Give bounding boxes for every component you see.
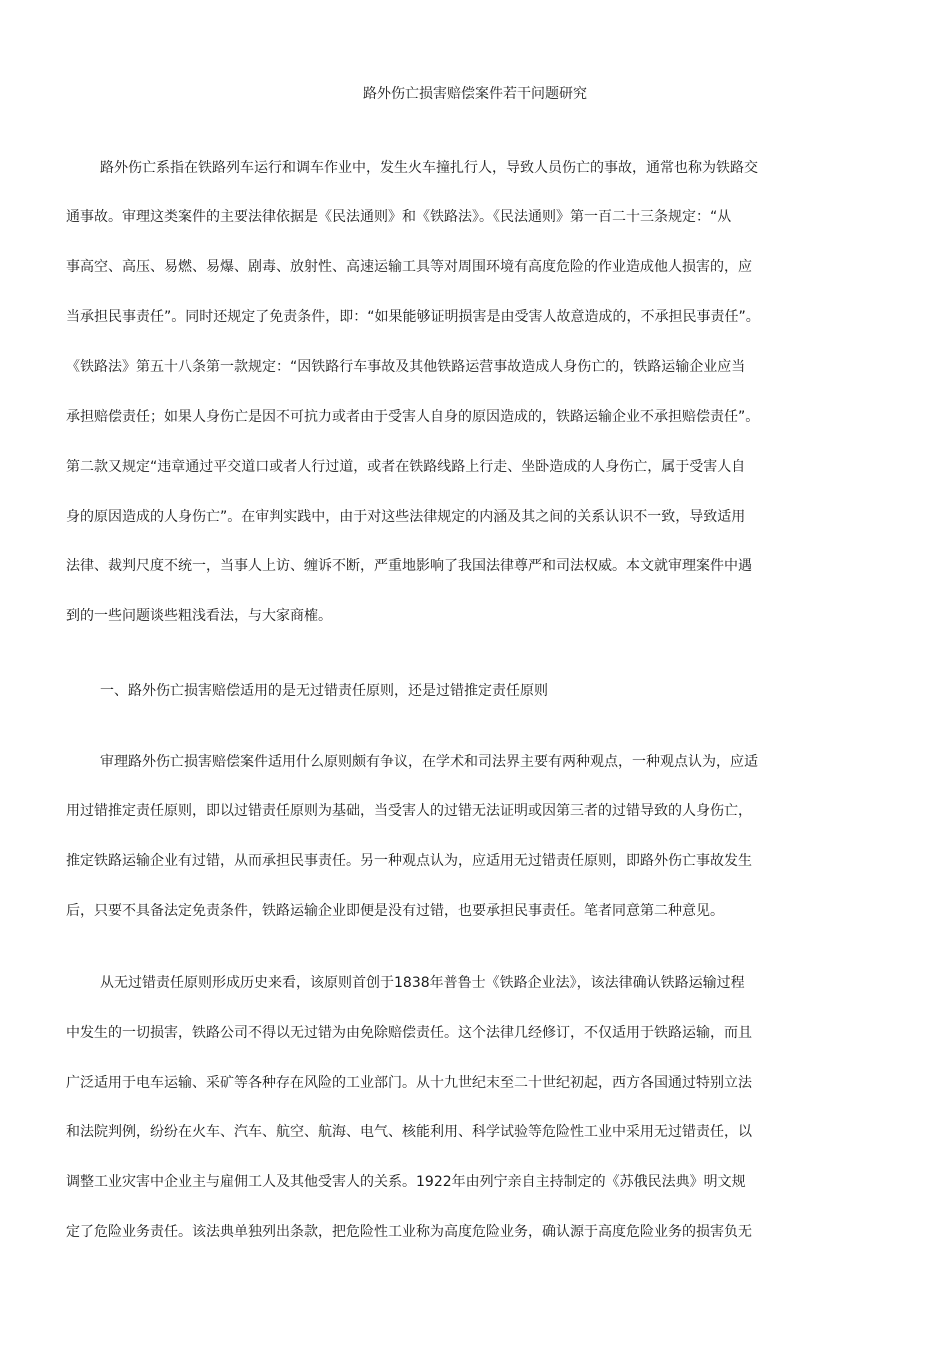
text-line: 路外伤亡系指在铁路列车运行和调车作业中，发生火车撞扎行人，导致人员伤亡的事故，通常也称为铁路交 xyxy=(100,160,758,176)
text-line: 用过错推定责任原则，即以过错责任原则为基础，当受害人的过错无法证明或因第三者的过错导致的人身伤亡， xyxy=(66,803,752,819)
text-line: 中发生的一切损害，铁路公司不得以无过错为由免除赔偿责任。这个法律几经修订，不仅适用于铁路运输，而且 xyxy=(66,1025,752,1041)
text-line: 通事故。审理这类案件的主要法律依据是《民法通则》和《铁路法》。《民法通则》第一百二十三条规定：“从 xyxy=(66,209,732,225)
text-line: 当承担民事责任”。同时还规定了免责条件，即：“如果能够证明损害是由受害人故意造成的，不承担民事责任”。 xyxy=(66,309,760,325)
document-title: 路外伤亡损害赔偿案件若干问题研究 xyxy=(363,86,587,102)
text-line: 《铁路法》第五十八条第一款规定：“因铁路行车事故及其他铁路运营事故造成人身伤亡的，铁路运输企业应当 xyxy=(66,359,746,375)
text-line: 法律、裁判尺度不统一，当事人上访、缠诉不断，严重地影响了我国法律尊严和司法权威。本文就审理案件中遇 xyxy=(66,558,752,574)
text-line: 广泛适用于电车运输、采矿等各种存在风险的工业部门。从十九世纪末至二十世纪初起，西方各国通过特别立法 xyxy=(66,1075,752,1091)
text-line: 定了危险业务责任。该法典单独列出条款，把危险性工业称为高度危险业务，确认源于高度危险业务的损害负无 xyxy=(66,1224,752,1240)
text-line: 调整工业灾害中企业主与雇佣工人及其他受害人的关系。1922年由列宁亲自主持制定的《苏俄民法典》明文规 xyxy=(66,1174,746,1190)
text-line: 承担赔偿责任；如果人身伤亡是因不可抗力或者由于受害人自身的原因造成的，铁路运输企业不承担赔偿责任”。 xyxy=(66,409,760,425)
text-line: 第二款又规定“违章通过平交道口或者人行过道，或者在铁路线路上行走、坐卧造成的人身伤亡，属于受害人自 xyxy=(66,459,746,475)
text-line: 到的一些问题谈些粗浅看法，与大家商榷。 xyxy=(66,608,332,624)
text-line: 后，只要不具备法定免责条件，铁路运输企业即便是没有过错，也要承担民事责任。笔者同意第二种意见。 xyxy=(66,903,724,919)
text-line: 事高空、高压、易燃、易爆、剧毒、放射性、高速运输工具等对周围环境有高度危险的作业造成他人损害的，应 xyxy=(66,259,752,275)
section-heading: 一、路外伤亡损害赔偿适用的是无过错责任原则，还是过错推定责任原则 xyxy=(100,683,548,699)
text-line: 身的原因造成的人身伤亡”。在审判实践中，由于对这些法律规定的内涵及其之间的关系认识不一致，导致适用 xyxy=(66,509,746,525)
text-line: 从无过错责任原则形成历史来看，该原则首创于1838年普鲁士《铁路企业法》，该法律确认铁路运输过程 xyxy=(100,975,745,991)
text-line: 审理路外伤亡损害赔偿案件适用什么原则颇有争议，在学术和司法界主要有两种观点，一种观点认为，应适 xyxy=(100,754,758,770)
text-line: 和法院判例，纷纷在火车、汽车、航空、航海、电气、核能利用、科学试验等危险性工业中采用无过错责任，以 xyxy=(66,1124,752,1140)
text-line: 推定铁路运输企业有过错，从而承担民事责任。另一种观点认为，应适用无过错责任原则，即路外伤亡事故发生 xyxy=(66,853,752,869)
